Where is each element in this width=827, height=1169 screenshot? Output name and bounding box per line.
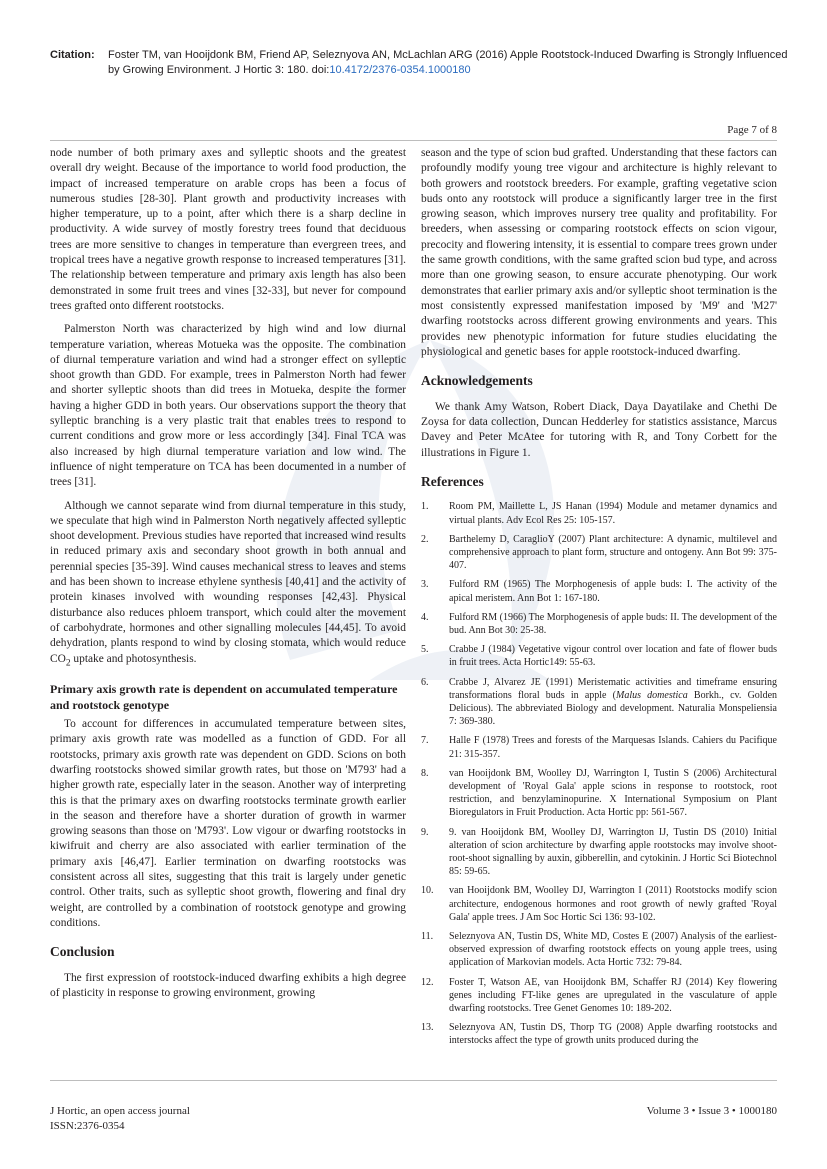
co2-subscript: 2	[65, 657, 71, 668]
reference-item: 6. Crabbe J, Alvarez JE (1991) Meristematic activities and timeframe ensuring transformations floral buds in apple (Malus domestica Borkh., cv. Golden Delicious). The abbreviated Biology and development. Naturalia Monspeliensia 7: 369-380.	[421, 676, 778, 728]
species-name: Malus domestica	[616, 689, 688, 701]
doi-label: doi:	[311, 64, 330, 76]
citation-label: Citation:	[50, 49, 95, 61]
reference-item: 4. Fulford RM (1966) The Morphogenesis of apple buds: II. The development of the bud. Ann Bot 30: 25-38.	[421, 611, 777, 636]
paragraph-left-3-a: Although we cannot separate wind from diurnal temperature in this study, we speculate that high wind in Palmerston North negatively affected sylleptic shoot development. Previous studies have reported that increased wind results in reduced primary axis and secondary shoot growth in both annual and perennial species [35-39]. Wind causes mechanical stress to leaves and stems and has been shown to increase ethylene synthesis [40,41] and the activity of protein kinases involved with wounding responses [42,43]. Physical disturbance also reduces phloem transport, which could alter the movement of carbohydrate, hormones and other signalling molecules [44,45]. To avoid dehydration, plants respond to wind by closing stomata, which would reduce CO	[50, 499, 406, 665]
section-heading-conclusion: Conclusion	[50, 944, 115, 960]
reference-list	[421, 500, 777, 1047]
reference-item: 12. Foster T, Watson AE, van Hooijdonk BM, Schaffer RJ (2014) Key flowering genes including FT-like genes are upregulated in the vasculature of apple dwarfing rootstocks. Tree Genet Genomes 10: 189-202.	[421, 976, 777, 1015]
reference-item: 11. Seleznyova AN, Tustin DS, White MD, Costes E (2007) Analysis of the earliest-observed expression of dwarfing rootstock effects on young apple trees, using application of Markovian models. Acta Hortic 732: 79-84.	[421, 931, 777, 969]
citation-text	[108, 48, 790, 78]
section-heading-growth-rate: Primary axis growth rate is dependent on accumulated temperature and rootstock genotype	[50, 682, 398, 713]
reference-item: 1. Room PM, Maillette L, JS Hanan (1994) Module and metamer dynamics and virtual plants. Adv Ecol Res 25: 105-157.	[421, 501, 777, 526]
reference-item: 10. van Hooijdonk BM, Woolley DJ, Warrington I (2011) Rootstocks modify scion architecture, endogenous hormones and root growth of newly grafted 'Royal Gala' apple trees. J Am Soc Hortic Sci 136: 93-102.	[421, 885, 777, 923]
right-column	[421, 146, 777, 1054]
paragraph-left-2: Palmerston North was characterized by high wind and low diurnal temperature variation, whereas Motueka was the opposite. The combination of diurnal temperature variation and wind had a stronger effect on sylleptic shoot growth than GDD. For example, trees in Palmerston North had fewer and shorter sylleptic shoots than did trees in Motueka, despite the former having a higher GDD in both years. Our observations support the theory that sylleptic branching is a very plastic trait that enables trees to respond to current conditions and grow more or less accordingly [34]. Final TCA was also increased by high diurnal temperature variation and low wind. The influence of night temperature on TCA has been documented in a number of trees [31].	[50, 323, 406, 489]
reference-item: 5. Crabbe J (1984) Vegetative vigour control over location and fate of flower buds in fruit trees. Acta Hortic149: 55-63.	[421, 644, 777, 669]
acknowledgements-text: We thank Amy Watson, Robert Diack, Daya Dayatilake and Chethi De Zoysa for data collection, Duncan Hedderley for statistics assistance, Marcus Davey and Peter McAtee for tutoring with R, and Tony Corbett for the illustrations in Figure 1.	[421, 400, 777, 459]
header-divider	[50, 140, 777, 141]
paragraph-left-5: The first expression of rootstock-induced dwarfing exhibits a high degree of plasticity in response to growing environment, growing	[50, 971, 406, 1000]
paragraph-left-4: To account for differences in accumulated temperature between sites, primary axis growth rate was modelled as a function of GDD. For all rootstocks, primary axis growth rate was dependent on GDD. Scions on both dwarfing rootstocks showed similar growth rates, but those on 'M793' had a higher growth rate, especially later in the season. Another way of interpreting this is that the primary axes on dwarfing rootstocks terminate growth earlier in the season and therefore have a shorter duration of growth in warmer growing seasons than those on 'M793'. Low vigour or dwarfing rootstocks in kiwifruit and cherry are also associated with earlier termination of the primary axis [46,47]. Earlier termination on dwarfing rootstocks was consistent across all sites, suggesting that this trait is largely under genetic control. Other traits, such as sylleptic shoot growth, flowering and final dry weight, are controlled by a combination of rootstock genotype and growing conditions.	[50, 718, 406, 929]
section-heading-references: References	[421, 473, 484, 489]
citation-header	[50, 48, 790, 78]
left-column	[50, 146, 406, 1001]
paragraph-left-1: node number of both primary axes and sylleptic shoots and the greatest overall dry weight. Because of the importance to world food production, the impact of increased temperature on arable crops has been a focus of numerous studies [28-30]. Plant growth and productivity increases with higher temperature, up to a point, after which there is a sharp decline in productivity. A wide survey of mostly forestry trees found that deciduous trees are more sensitive to changes in temperature than evergreen trees, and tropical trees have a negative growth response to increased temperatures [31]. The relationship between temperature and primary axis length has also been demonstrated in some fruit trees and vines [32-33], but never for compound trees grafted onto different rootstocks.	[50, 147, 406, 312]
section-heading-acknowledgements: Acknowledgements	[421, 373, 533, 389]
footer-divider	[50, 1080, 777, 1081]
reference-item: 8. van Hooijdonk BM, Woolley DJ, Warrington I, Tustin S (2006) Architectural development of 'Royal Gala' apple scions in response to rootstock, root restriction, and benzylaminopurine. X International Symposium on Plant Bioregulators in Fruit Production. Acta Hortic pp: 561-567.	[421, 767, 777, 819]
page-number: Page 7 of 8	[727, 124, 777, 136]
paragraph-left-3	[50, 499, 406, 672]
reference-item: 13. Seleznyova AN, Tustin DS, Thorp TG (2008) Apple dwarfing rootstocks and interstocks affect the type of growth units produced during the	[421, 1022, 777, 1047]
footer-volume: Volume 3 • Issue 3 • 1000180	[646, 1105, 777, 1117]
paragraph-right-1: season and the type of scion bud grafted. Understanding that these factors can profoundly modify young tree vigour and architecture is highly relevant to both growers and rootstock breeders. For example, grafting vegetative scion buds onto any rootstock will produce a significantly larger tree in the first growing season, which improves nursery tree quality and profitability. For breeders, when assessing or comparing rootstock effects on scion vigour, precocity and flowering intensity, it is essential to compare trees grown under the same growth conditions, with the same grafted scion bud type, and across more than one growing season, to ensure accurate phenotyping. Our work demonstrates that earlier primary axis and/or sylleptic shoot termination is the most consistently expressed manifestation imposed by 'M9' and 'M27' dwarfing rootstocks across different growing environments and years. This provides new phenotypic information for future studies elucidating the physiological and genetic bases for apple rootstock-induced dwarfing.	[421, 147, 777, 358]
doi-link[interactable]: 10.4172/2376-0354.1000180	[329, 64, 471, 76]
citation-body: Foster TM, van Hooijdonk BM, Friend AP, Seleznyova AN, McLachlan ARG (2016) Apple Rootstock-Induced Dwarfing is Strongly Influenced by Growing Environment. J Hortic 3: 180.	[108, 49, 788, 76]
reference-item: 7. Halle F (1978) Trees and forests of the Marquesas Islands. Cahiers du Pacifique 21: 315-357.	[421, 735, 777, 760]
reference-item: 9. 9. van Hooijdonk BM, Woolley DJ, Warrington IJ, Tustin DS (2010) Initial alteration of scion architecture by dwarfing apple rootstocks may involve shoot-root-shoot signalling by auxin, gibberellin, and cytokinin. J Hortic Sci Biotechnol 85: 59-65.	[421, 826, 777, 878]
footer-issn: ISSN:2376-0354	[50, 1120, 125, 1132]
paragraph-left-3-b: uptake and photosynthesis.	[70, 652, 197, 665]
footer-journal	[50, 1104, 190, 1134]
reference-item: 3. Fulford RM (1965) The Morphogenesis of apple buds: I. The activity of the apical meristem. Ann Bot 1: 167-180.	[421, 579, 777, 604]
reference-item: 2. Barthelemy D, CaraglioY (2007) Plant architecture: A dynamic, multilevel and comprehensive approach to plant form, structure and ontogeny. Ann Bot 99: 375-407.	[421, 533, 777, 572]
footer-journal-name: J Hortic, an open access journal	[50, 1105, 190, 1117]
